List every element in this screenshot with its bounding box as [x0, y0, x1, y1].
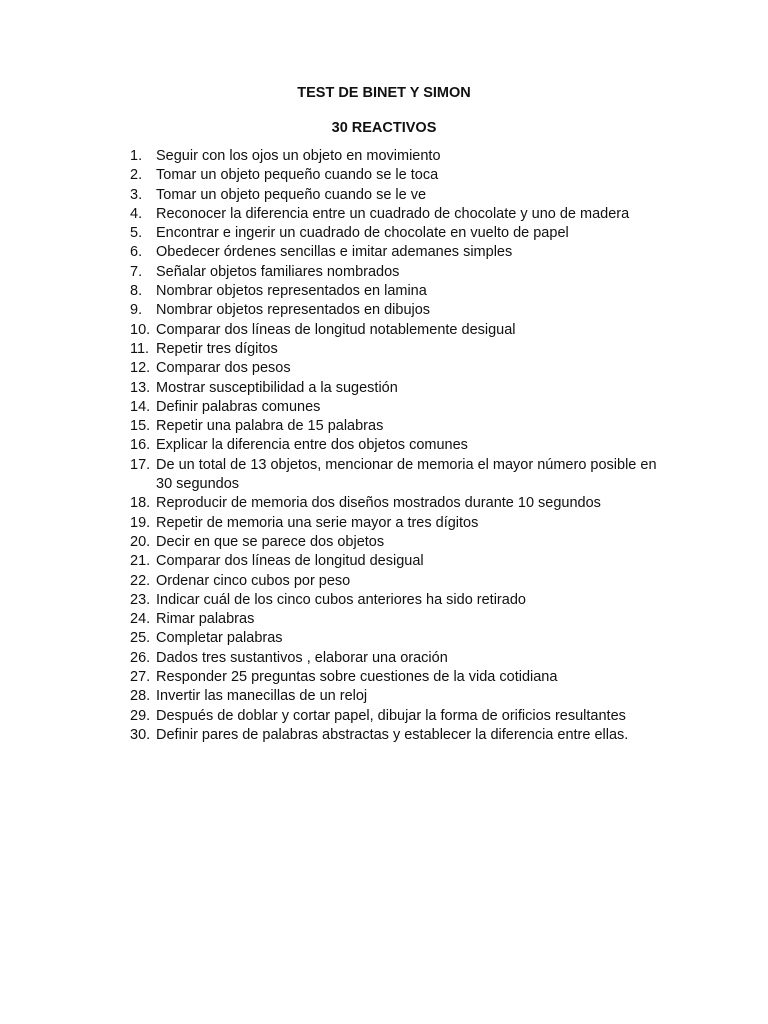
list-item-number: 19.: [130, 514, 151, 531]
list-item-text: Encontrar e ingerir un cuadrado de chocolate en vuelto de papel: [156, 225, 569, 242]
list-item-number: 24.: [130, 611, 151, 628]
list-item: [130, 494, 670, 513]
list-item: [130, 456, 670, 495]
list-item: [130, 301, 670, 320]
list-item-text: Después de doblar y cortar papel, dibujar la forma de orificios resultantes: [156, 707, 626, 724]
list-item-text: Comparar dos líneas de longitud desigual: [156, 553, 424, 570]
list-item-number: 1.: [130, 148, 143, 164]
list-item: [130, 417, 670, 436]
list-item-number: 9.: [130, 302, 143, 319]
list-item-text: Explicar la diferencia entre dos objetos comunes: [156, 437, 468, 454]
list-item: [130, 321, 670, 340]
document-subtitle: 30 REACTIVOS: [331, 120, 437, 136]
list-item: [130, 591, 670, 610]
reactivos-list: [130, 147, 670, 745]
list-item-text: Dados tres sustantivos , elaborar una oración: [156, 649, 448, 666]
list-item: [130, 572, 670, 591]
list-item-text: Tomar un objeto pequeño cuando se le ve: [156, 186, 427, 203]
list-item-text: Ordenar cinco cubos por peso: [156, 572, 351, 589]
list-item: [130, 649, 670, 668]
list-item-text: Indicar cuál de los cinco cubos anteriores ha sido retirado: [156, 591, 526, 608]
list-item-number: 27.: [130, 669, 151, 686]
list-item-text: De un total de 13 objetos, mencionar de memoria el mayor número posible en 30 segundos: [156, 456, 657, 493]
list-item: [130, 514, 670, 533]
list-item: [130, 186, 670, 205]
list-item-number: 14.: [130, 398, 151, 415]
list-item-text: Definir palabras comunes: [156, 398, 321, 415]
list-item: [130, 243, 670, 262]
list-item-text: Repetir tres dígitos: [156, 340, 278, 357]
list-item: [130, 436, 670, 455]
list-item-text: Reproducir de memoria dos diseños mostrados durante 10 segundos: [156, 495, 601, 512]
list-item-text: Invertir las manecillas de un reloj: [156, 688, 368, 705]
list-item: [130, 340, 670, 359]
list-item-number: 10.: [130, 321, 151, 338]
list-item: [130, 687, 670, 706]
list-item-number: 11.: [130, 340, 150, 357]
list-item-text: Definir pares de palabras abstractas y establecer la diferencia entre ellas.: [156, 726, 629, 743]
list-item-number: 5.: [130, 225, 143, 242]
list-item-number: 17.: [130, 456, 151, 473]
list-item-number: 3.: [130, 186, 143, 203]
list-item: [130, 610, 670, 629]
list-item-number: 22.: [130, 572, 151, 589]
list-item-text: Señalar objetos familiares nombrados: [156, 263, 400, 280]
list-item: [130, 282, 670, 301]
list-item-text: Nombrar objetos representados en dibujos: [156, 302, 431, 319]
list-item: [130, 398, 670, 417]
list-item: [130, 379, 670, 398]
list-item-number: 28.: [130, 688, 151, 705]
list-item-text: Responder 25 preguntas sobre cuestiones de la vida cotidiana: [156, 669, 558, 686]
list-item-number: 12.: [130, 360, 151, 377]
list-item: [130, 533, 670, 552]
list-item: [130, 166, 670, 185]
list-item-text: Repetir una palabra de 15 palabras: [156, 418, 384, 435]
list-item-number: 21.: [130, 553, 151, 570]
list-item-number: 8.: [130, 283, 143, 300]
list-item-text: Rimar palabras: [156, 611, 255, 628]
list-item: [130, 726, 670, 745]
list-item-text: Comparar dos líneas de longitud notablemente desigual: [156, 321, 516, 338]
list-item-text: Repetir de memoria una serie mayor a tres dígitos: [156, 514, 479, 531]
list-item-number: 13.: [130, 379, 151, 396]
list-item-number: 23.: [130, 591, 151, 608]
document-title: TEST DE BINET Y SIMON: [297, 85, 471, 101]
list-item-number: 30.: [130, 726, 151, 743]
list-item: [130, 205, 670, 224]
list-item-text: Seguir con los ojos un objeto en movimiento: [156, 148, 441, 164]
list-item: [130, 359, 670, 378]
list-item: [130, 668, 670, 687]
list-item: [130, 147, 670, 166]
list-item-text: Decir en que se parece dos objetos: [156, 533, 385, 550]
list-item-number: 18.: [130, 495, 151, 512]
list-item: [130, 552, 670, 571]
list-item-number: 29.: [130, 707, 151, 724]
list-item: [130, 629, 670, 648]
list-item-number: 20.: [130, 533, 151, 550]
list-item-number: 4.: [130, 205, 143, 222]
list-item: [130, 263, 670, 282]
list-item-text: Completar palabras: [156, 630, 283, 647]
list-item-number: 7.: [130, 263, 143, 280]
list-item-text: Comparar dos pesos: [156, 360, 291, 377]
list-item-text: Reconocer la diferencia entre un cuadrado de chocolate y uno de madera: [156, 205, 630, 222]
list-item-text: Tomar un objeto pequeño cuando se le toca: [156, 167, 439, 184]
list-item-number: 2.: [130, 167, 143, 184]
list-item-number: 26.: [130, 649, 151, 666]
list-item: [130, 224, 670, 243]
list-item-number: 16.: [130, 437, 151, 454]
list-item-text: Nombrar objetos representados en lamina: [156, 283, 427, 300]
list-item: [130, 707, 670, 726]
list-item-number: 25.: [130, 630, 151, 647]
list-item-number: 6.: [130, 244, 143, 261]
list-item-text: Mostrar susceptibilidad a la sugestión: [156, 379, 398, 396]
list-item-number: 15.: [130, 418, 151, 435]
list-item-text: Obedecer órdenes sencillas e imitar ademanes simples: [156, 244, 513, 261]
